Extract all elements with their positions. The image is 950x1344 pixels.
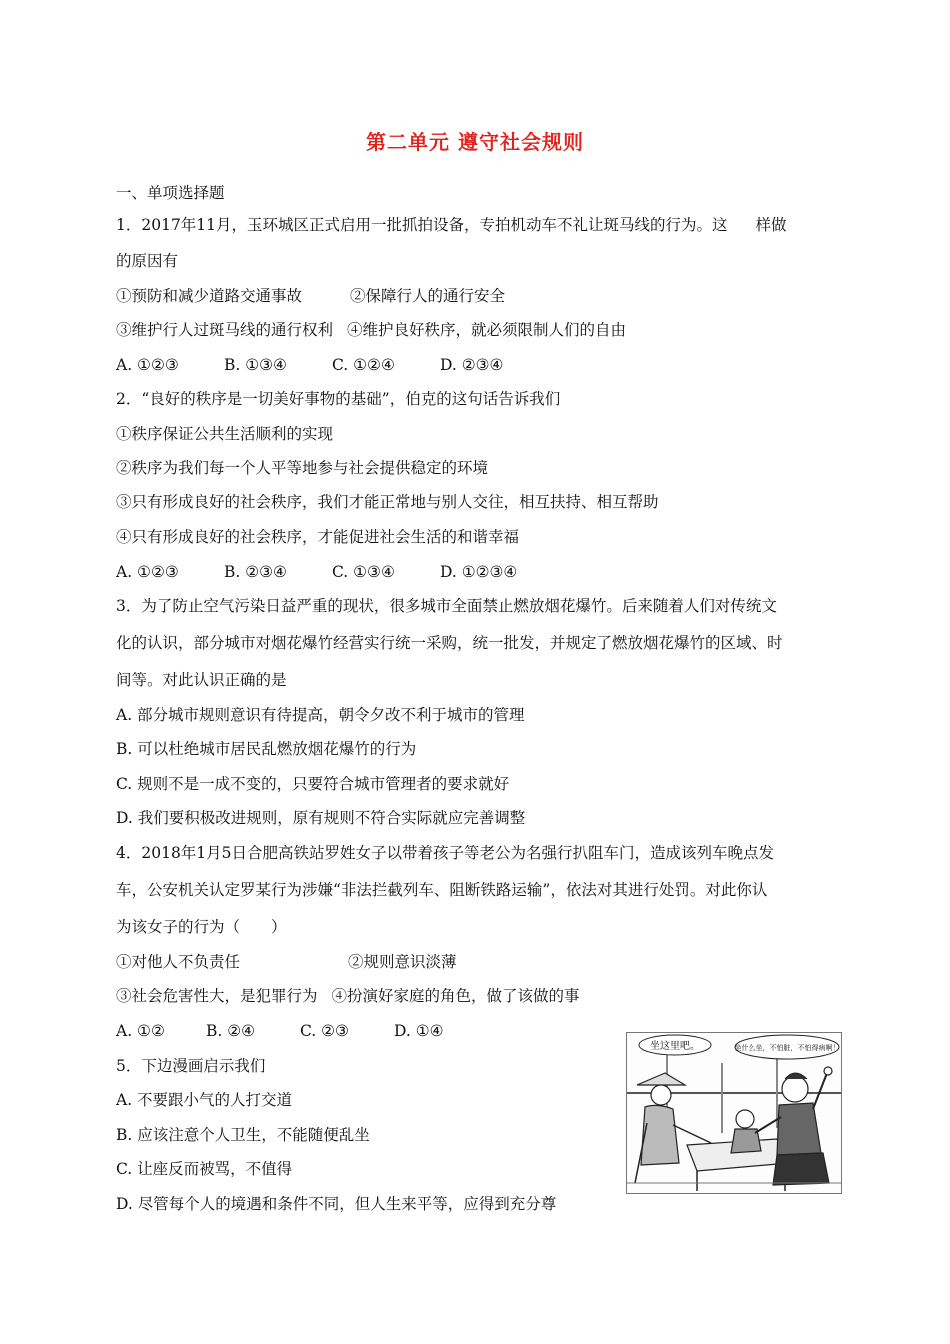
q4-statement-4: ④扮演好家庭的角色，做了该做的事 xyxy=(331,987,580,1005)
q4-statement-2: ②规则意识淡薄 xyxy=(348,953,457,971)
q2-options xyxy=(116,562,517,582)
q5-option-b[interactable]: B. 应该注意个人卫生，不能随便乱坐 xyxy=(116,1126,370,1144)
page-title: 第二单元 遵守社会规则 xyxy=(366,130,584,154)
q4-statements-row1 xyxy=(116,952,457,972)
q2-statement-1: ①秩序保证公共生活顺利的实现 xyxy=(116,425,334,443)
q2-option-c[interactable]: C. ①③④ xyxy=(332,563,395,581)
q1-statement-1: ①预防和减少道路交通事故 xyxy=(116,287,303,305)
q1-statement-2: ②保障行人的通行安全 xyxy=(350,287,506,305)
q1-statement-3: ③维护行人过斑马线的通行权利 xyxy=(116,321,334,339)
q4-option-d[interactable]: D. ①④ xyxy=(394,1022,444,1040)
q4-options xyxy=(116,1021,444,1041)
q2-statement-2: ②秩序为我们每一个人平等地参与社会提供稳定的环境 xyxy=(116,459,489,477)
q1-stem-tail: 样做 xyxy=(755,216,787,234)
q3-option-d[interactable]: D. 我们要积极改进规则，原有规则不符合实际就应完善调整 xyxy=(116,809,526,827)
q5-option-a[interactable]: A. 不要跟小气的人打交道 xyxy=(116,1091,293,1109)
q1-option-a[interactable]: A. ①②③ xyxy=(116,356,179,374)
q5-option-d[interactable]: D. 尽管每个人的境遇和条件不同，但人生来平等，应得到充分尊 xyxy=(116,1195,557,1213)
q3-option-c[interactable]: C. 规则不是一成不变的，只要符合城市管理者的要求就好 xyxy=(116,775,510,793)
q1-option-d[interactable]: D. ②③④ xyxy=(440,356,504,374)
q1-option-b[interactable]: B. ①③④ xyxy=(224,356,287,374)
q4-stem-line3: 为该女子的行为（ ） xyxy=(116,918,287,936)
q1-stem-line2: 的原因有 xyxy=(116,252,179,270)
section-heading: 一、单项选择题 xyxy=(116,184,225,202)
q3-option-a[interactable]: A. 部分城市规则意识有待提高，朝令夕改不利于城市的管理 xyxy=(116,706,525,724)
q3-stem-line3: 间等。对此认识正确的是 xyxy=(116,671,287,689)
q3-option-b[interactable]: B. 可以杜绝城市居民乱燃放烟花爆竹的行为 xyxy=(116,740,417,758)
q1-statement-4: ④维护良好秩序，就必须限制人们的自由 xyxy=(347,321,627,339)
q2-option-b[interactable]: B. ②③④ xyxy=(224,563,287,581)
q1-stem-line1 xyxy=(116,215,787,235)
q2-stem: 2．“良好的秩序是一切美好事物的基础”，伯克的这句话告诉我们 xyxy=(116,390,561,408)
q3-stem-line1: 3．为了防止空气污染日益严重的现状，很多城市全面禁止燃放烟花爆竹。后来随着人们对传统文 xyxy=(116,597,777,615)
q4-option-b[interactable]: B. ②④ xyxy=(206,1022,256,1040)
q2-statement-3: ③只有形成良好的社会秩序，我们才能正常地与别人交往，相互扶持、相互帮助 xyxy=(116,493,659,511)
q3-stem-line2: 化的认识，部分城市对烟花爆竹经营实行统一采购，统一批发，并规定了燃放烟花爆竹的区域、时 xyxy=(116,634,783,652)
q2-statement-4: ④只有形成良好的社会秩序，才能促进社会生活的和谐幸福 xyxy=(116,528,520,546)
q4-stem-line1: 4．2018年1月5日合肥高铁站罗姓女子以带着孩子等老公为名强行扒阻车门，造成该列车晚点发 xyxy=(116,844,775,862)
q2-option-d[interactable]: D. ①②③④ xyxy=(440,563,518,581)
q1-statements-row2 xyxy=(116,320,626,340)
q1-option-c[interactable]: C. ①②④ xyxy=(332,356,395,374)
q5-stem: 5．下边漫画启示我们 xyxy=(116,1057,266,1075)
q1-options xyxy=(116,355,503,375)
q4-option-a[interactable]: A. ①② xyxy=(116,1022,165,1040)
q4-statement-3: ③社会危害性大，是犯罪行为 xyxy=(116,987,318,1005)
q1-stem-text: 1．2017年11月，玉环城区正式启用一批抓拍设备，专拍机动车不礼让斑马线的行为。这 xyxy=(116,216,728,234)
q4-option-c[interactable]: C. ②③ xyxy=(300,1022,349,1040)
q4-stem-line2: 车，公安机关认定罗某行为涉嫌“非法拦截列车、阻断铁路运输”，依法对其进行处罚。对此你认 xyxy=(116,881,768,899)
q4-statement-1: ①对他人不负责任 xyxy=(116,953,241,971)
cartoon-bubble-left: 坐这里吧。 xyxy=(650,1041,700,1052)
q1-statements-row1 xyxy=(116,286,505,306)
cartoon-bubble-right: 坐什么坐，不怕脏，不怕得病啊！ xyxy=(734,1044,840,1052)
q5-option-c[interactable]: C. 让座反而被骂，不值得 xyxy=(116,1160,293,1178)
cartoon-drawing xyxy=(627,1033,841,1193)
q2-option-a[interactable]: A. ①②③ xyxy=(116,563,179,581)
cartoon-illustration xyxy=(626,1032,842,1194)
q4-statements-row2 xyxy=(116,986,580,1006)
